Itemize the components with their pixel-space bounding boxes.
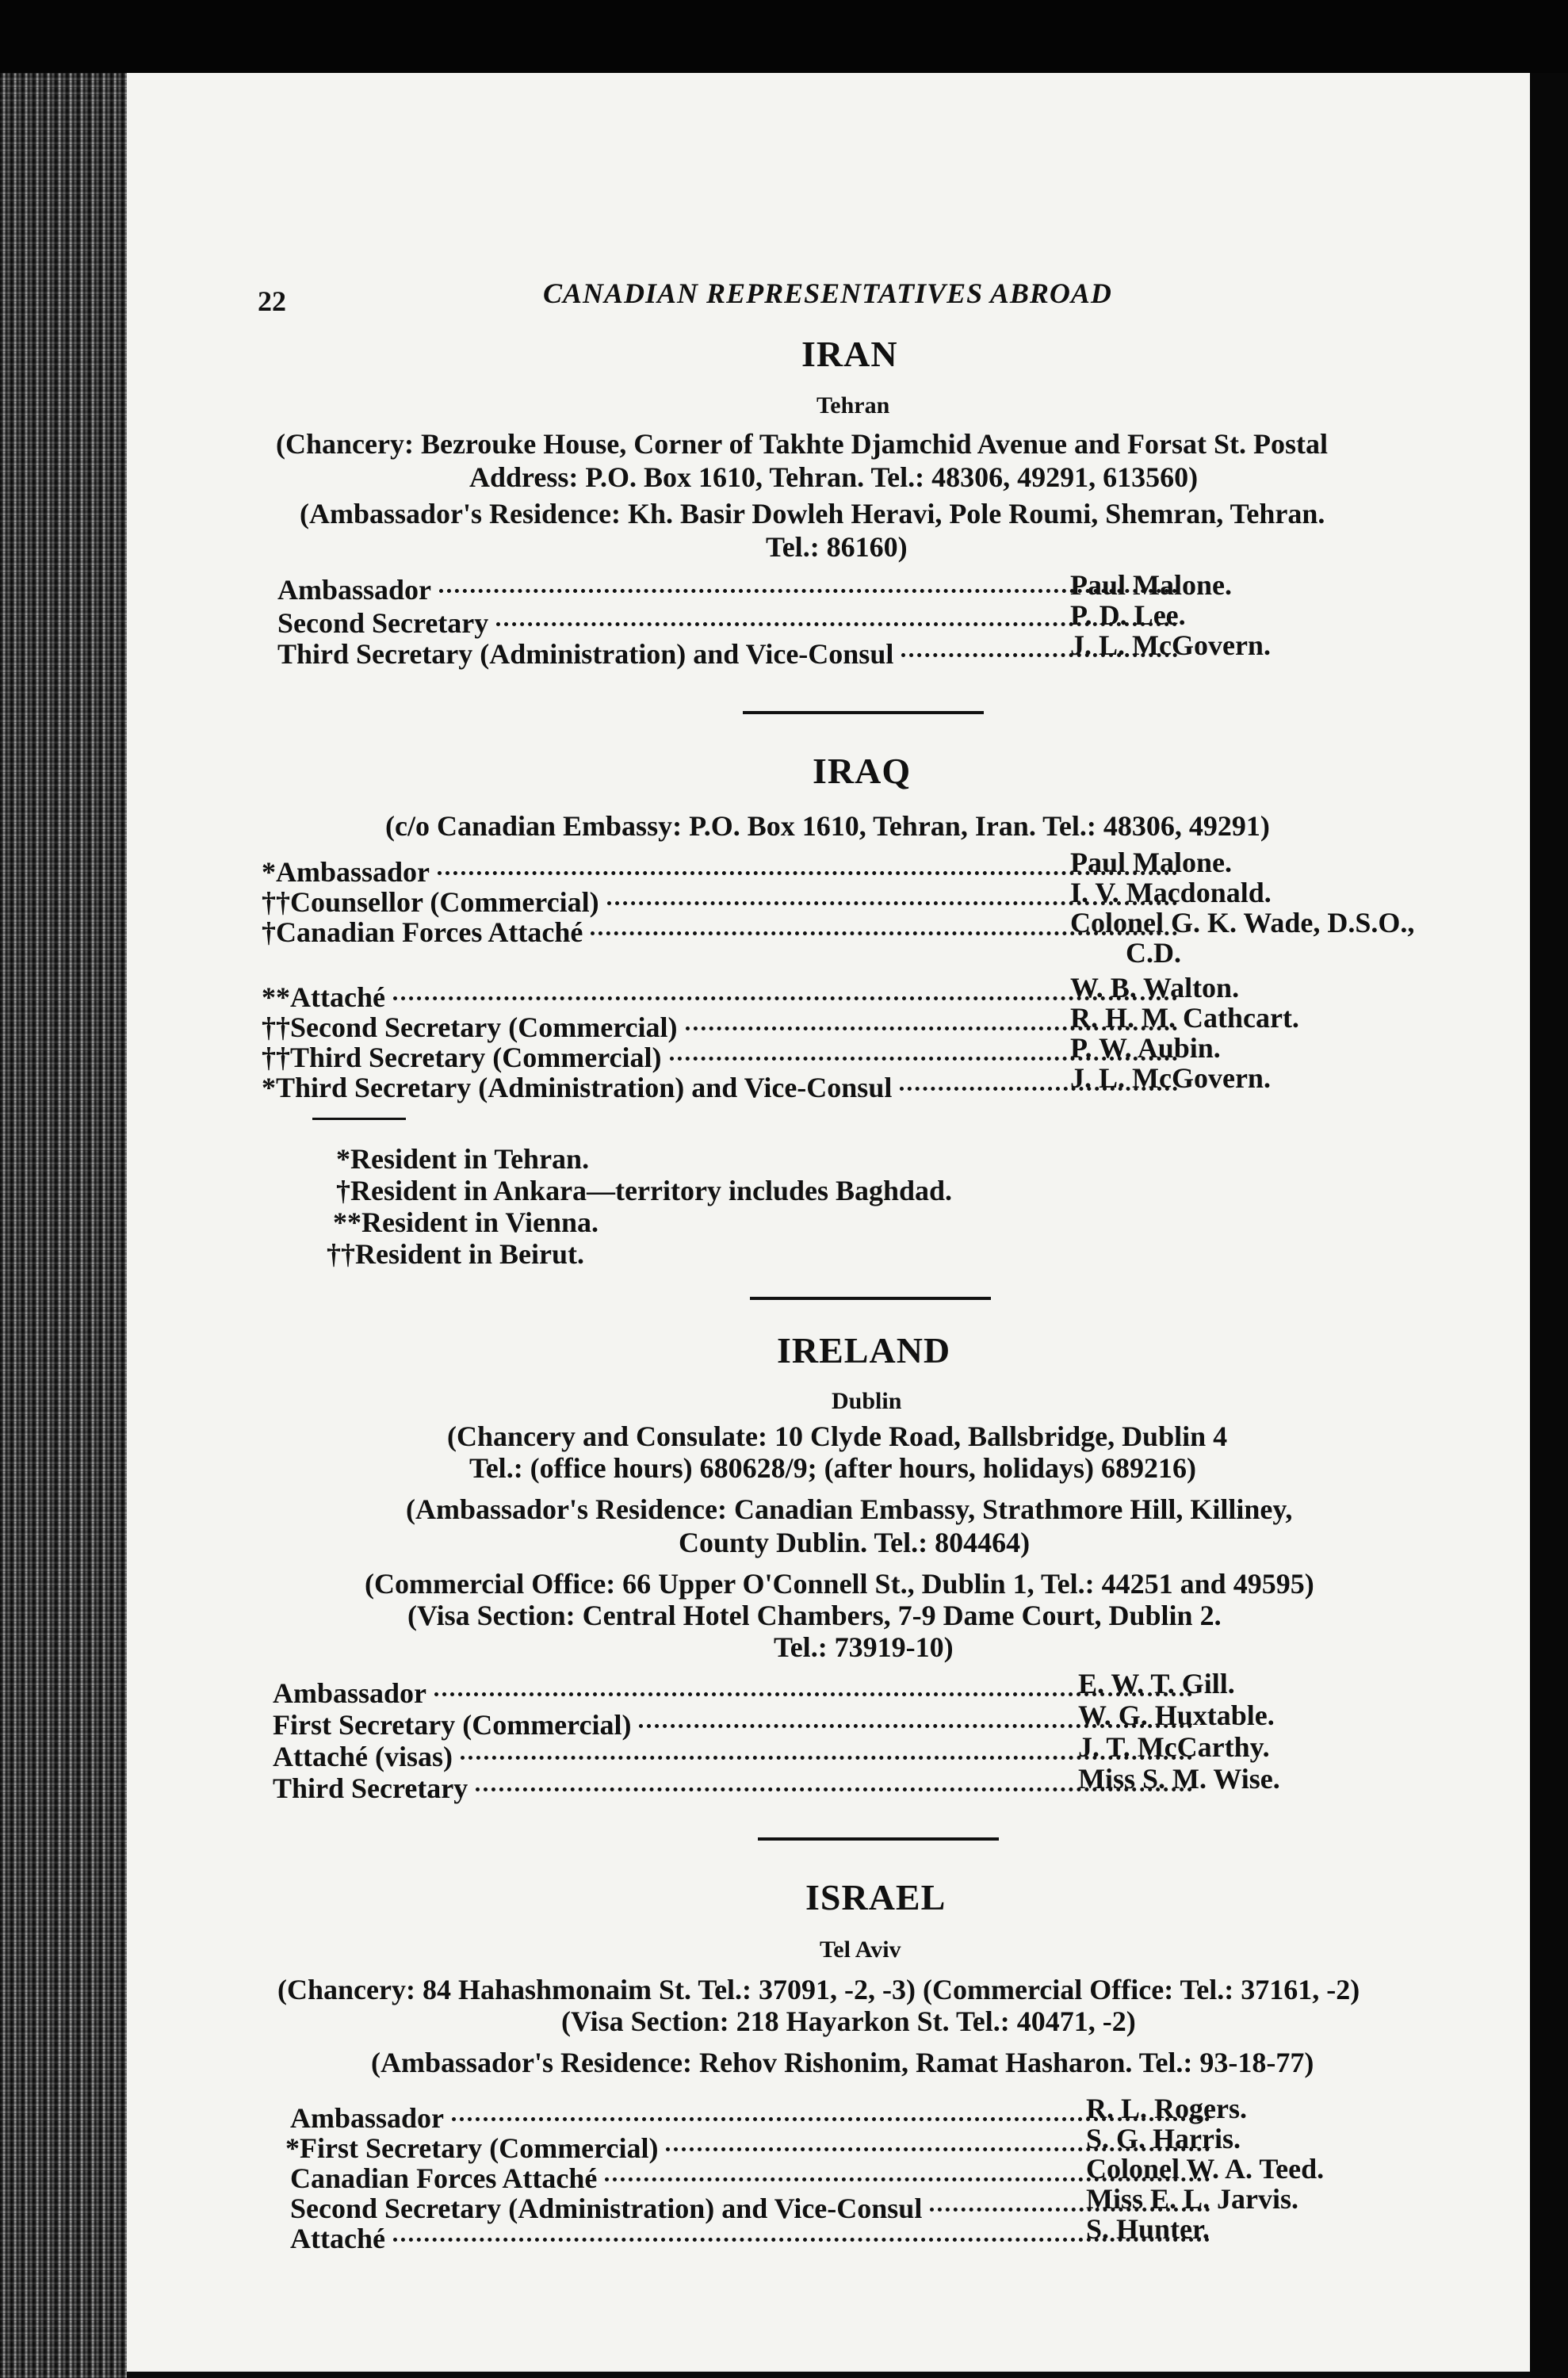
staff-name: W. B. Walton. xyxy=(1070,972,1240,1004)
staff-row xyxy=(262,1042,1185,1073)
book-page xyxy=(127,73,1530,2372)
ireland-address-line: County Dublin. Tel.: 804464) xyxy=(679,1527,1031,1558)
staff-name: I. V. Macdonald. xyxy=(1070,877,1272,908)
staff-title: Third Secretary xyxy=(273,1772,468,1804)
scan-right-border xyxy=(1530,73,1568,2378)
staff-name: Paul Malone. xyxy=(1070,569,1232,601)
city-heading-dublin: Dublin xyxy=(832,1388,902,1414)
dot-leader xyxy=(439,589,1177,593)
city-heading-tehran: Tehran xyxy=(817,392,890,419)
staff-title: Ambassador xyxy=(277,574,432,606)
israel-address-line: (Chancery: 84 Hahashmonaim St. Tel.: 37091, -2, -3) (Commercial Office: Tel.: 37161, -2) xyxy=(277,1974,1360,2005)
staff-name: Paul Malone. xyxy=(1070,847,1232,878)
ireland-address-line: (Chancery and Consulate: 10 Clyde Road, Ballsbridge, Dublin 4 xyxy=(447,1420,1228,1452)
staff-name: J. L. McGovern. xyxy=(1070,629,1271,661)
staff-name: R. H. M. Cathcart. xyxy=(1070,1002,1299,1034)
section-divider xyxy=(750,1297,991,1300)
israel-address-line: (Ambassador's Residence: Rehov Rishonim, Ramat Hasharon. Tel.: 93-18-77) xyxy=(371,2047,1314,2078)
staff-row xyxy=(273,1677,1200,1709)
scan-top-border xyxy=(0,0,1568,73)
staff-title: First Secretary (Commercial) xyxy=(273,1709,632,1741)
staff-name: J. L. McGovern. xyxy=(1070,1062,1271,1094)
staff-row xyxy=(262,886,1185,918)
staff-title: ††Second Secretary (Commercial) xyxy=(262,1011,678,1043)
staff-row xyxy=(290,2193,1218,2224)
staff-row xyxy=(262,981,1185,1013)
footnote: ††Resident in Beirut. xyxy=(327,1238,585,1270)
country-heading-iran: IRAN xyxy=(801,334,898,374)
staff-title: *Third Secretary (Administration) and Vice-Consul xyxy=(262,1072,893,1103)
staff-name: R. L. Rogers. xyxy=(1086,2093,1247,2124)
iran-address-line: (Ambassador's Residence: Kh. Basir Dowleh Heravi, Pole Roumi, Shemran, Tehran. xyxy=(300,498,1325,530)
staff-row xyxy=(262,1011,1185,1043)
staff-row xyxy=(273,1772,1200,1804)
staff-title: **Attaché xyxy=(262,981,385,1013)
staff-name: Colonel W. A. Teed. xyxy=(1086,2153,1325,2185)
staff-name: J. T. McCarthy. xyxy=(1078,1731,1270,1763)
ireland-address-line: Tel.: (office hours) 680628/9; (after hours, holidays) 689216) xyxy=(469,1452,1196,1484)
staff-name: Miss S. M. Wise. xyxy=(1078,1763,1280,1795)
staff-name: Colonel G. K. Wade, D.S.O., xyxy=(1070,907,1415,939)
iran-address-line: Tel.: 86160) xyxy=(766,531,908,563)
city-heading-tel-aviv: Tel Aviv xyxy=(820,1936,901,1963)
staff-title: Second Secretary (Administration) and Vice-Consul xyxy=(290,2193,923,2224)
staff-row xyxy=(262,916,1185,948)
staff-title: Attaché (visas) xyxy=(273,1741,453,1772)
page-number: 22 xyxy=(258,285,286,317)
staff-row xyxy=(273,1709,1200,1741)
staff-title: *Ambassador xyxy=(262,856,430,888)
staff-title: Canadian Forces Attaché xyxy=(290,2162,598,2194)
ireland-address-line: Tel.: 73919-10) xyxy=(774,1631,954,1663)
staff-row xyxy=(277,574,1185,606)
staff-row xyxy=(262,1072,1185,1103)
staff-title: ††Third Secretary (Commercial) xyxy=(262,1042,662,1073)
staff-row xyxy=(273,1741,1200,1772)
staff-title: Ambassador xyxy=(290,2102,445,2134)
staff-row xyxy=(277,638,1185,670)
staff-row xyxy=(262,856,1185,888)
staff-row xyxy=(290,2162,1218,2194)
ireland-address-line: (Ambassador's Residence: Canadian Embassy, Strathmore Hill, Killiney, xyxy=(406,1493,1293,1525)
iraq-address-line: (c/o Canadian Embassy: P.O. Box 1610, Tehran, Iran. Tel.: 48306, 49291) xyxy=(385,810,1270,842)
staff-title: Ambassador xyxy=(273,1677,427,1709)
staff-title: †Canadian Forces Attaché xyxy=(262,916,583,948)
country-heading-iraq: IRAQ xyxy=(813,751,912,791)
section-divider xyxy=(743,711,984,714)
staff-name: P. W. Aubin. xyxy=(1070,1032,1221,1064)
staff-row xyxy=(290,2102,1218,2134)
running-head: CANADIAN REPRESENTATIVES ABROAD xyxy=(543,277,1112,309)
footnote: **Resident in Vienna. xyxy=(333,1206,599,1238)
staff-row xyxy=(285,2132,1218,2164)
dot-leader xyxy=(393,996,1177,1000)
country-heading-ireland: IRELAND xyxy=(777,1330,951,1371)
staff-title: *First Secretary (Commercial) xyxy=(285,2132,659,2164)
book-spine xyxy=(0,73,127,2378)
dot-leader xyxy=(438,871,1177,875)
staff-name: P. D. Lee. xyxy=(1070,599,1186,631)
ireland-address-line: (Visa Section: Central Hotel Chambers, 7-9 Dame Court, Dublin 2. xyxy=(407,1600,1222,1631)
staff-name: S. G. Harris. xyxy=(1086,2123,1241,2154)
footnote-rule xyxy=(312,1118,406,1120)
israel-address-line: (Visa Section: 218 Hayarkon St. Tel.: 40471, -2) xyxy=(561,2005,1136,2037)
staff-name: W. G. Huxtable. xyxy=(1078,1699,1275,1731)
section-divider xyxy=(758,1837,999,1841)
staff-title: Attaché xyxy=(290,2223,385,2254)
footnote: *Resident in Tehran. xyxy=(336,1143,590,1175)
staff-title: Second Secretary xyxy=(277,607,489,639)
country-heading-israel: ISRAEL xyxy=(805,1877,947,1917)
staff-name: S. Hunter. xyxy=(1086,2213,1210,2245)
iran-address-line: (Chancery: Bezrouke House, Corner of Takhte Djamchid Avenue and Forsat St. Postal xyxy=(276,428,1328,460)
staff-title: ††Counsellor (Commercial) xyxy=(262,886,599,918)
iran-address-line: Address: P.O. Box 1610, Tehran. Tel.: 48306, 49291, 613560) xyxy=(469,461,1199,493)
staff-name-continued: C.D. xyxy=(1126,937,1181,969)
staff-row xyxy=(290,2223,1218,2254)
staff-name: E. W. T. Gill. xyxy=(1078,1668,1235,1699)
ireland-address-line: (Commercial Office: 66 Upper O'Connell St., Dublin 1, Tel.: 44251 and 49595) xyxy=(365,1568,1314,1600)
staff-row xyxy=(277,607,1185,639)
footnote: †Resident in Ankara—territory includes Baghdad. xyxy=(336,1175,953,1206)
staff-name: Miss E. L. Jarvis. xyxy=(1086,2183,1299,2215)
staff-title: Third Secretary (Administration) and Vice-Consul xyxy=(277,638,894,670)
